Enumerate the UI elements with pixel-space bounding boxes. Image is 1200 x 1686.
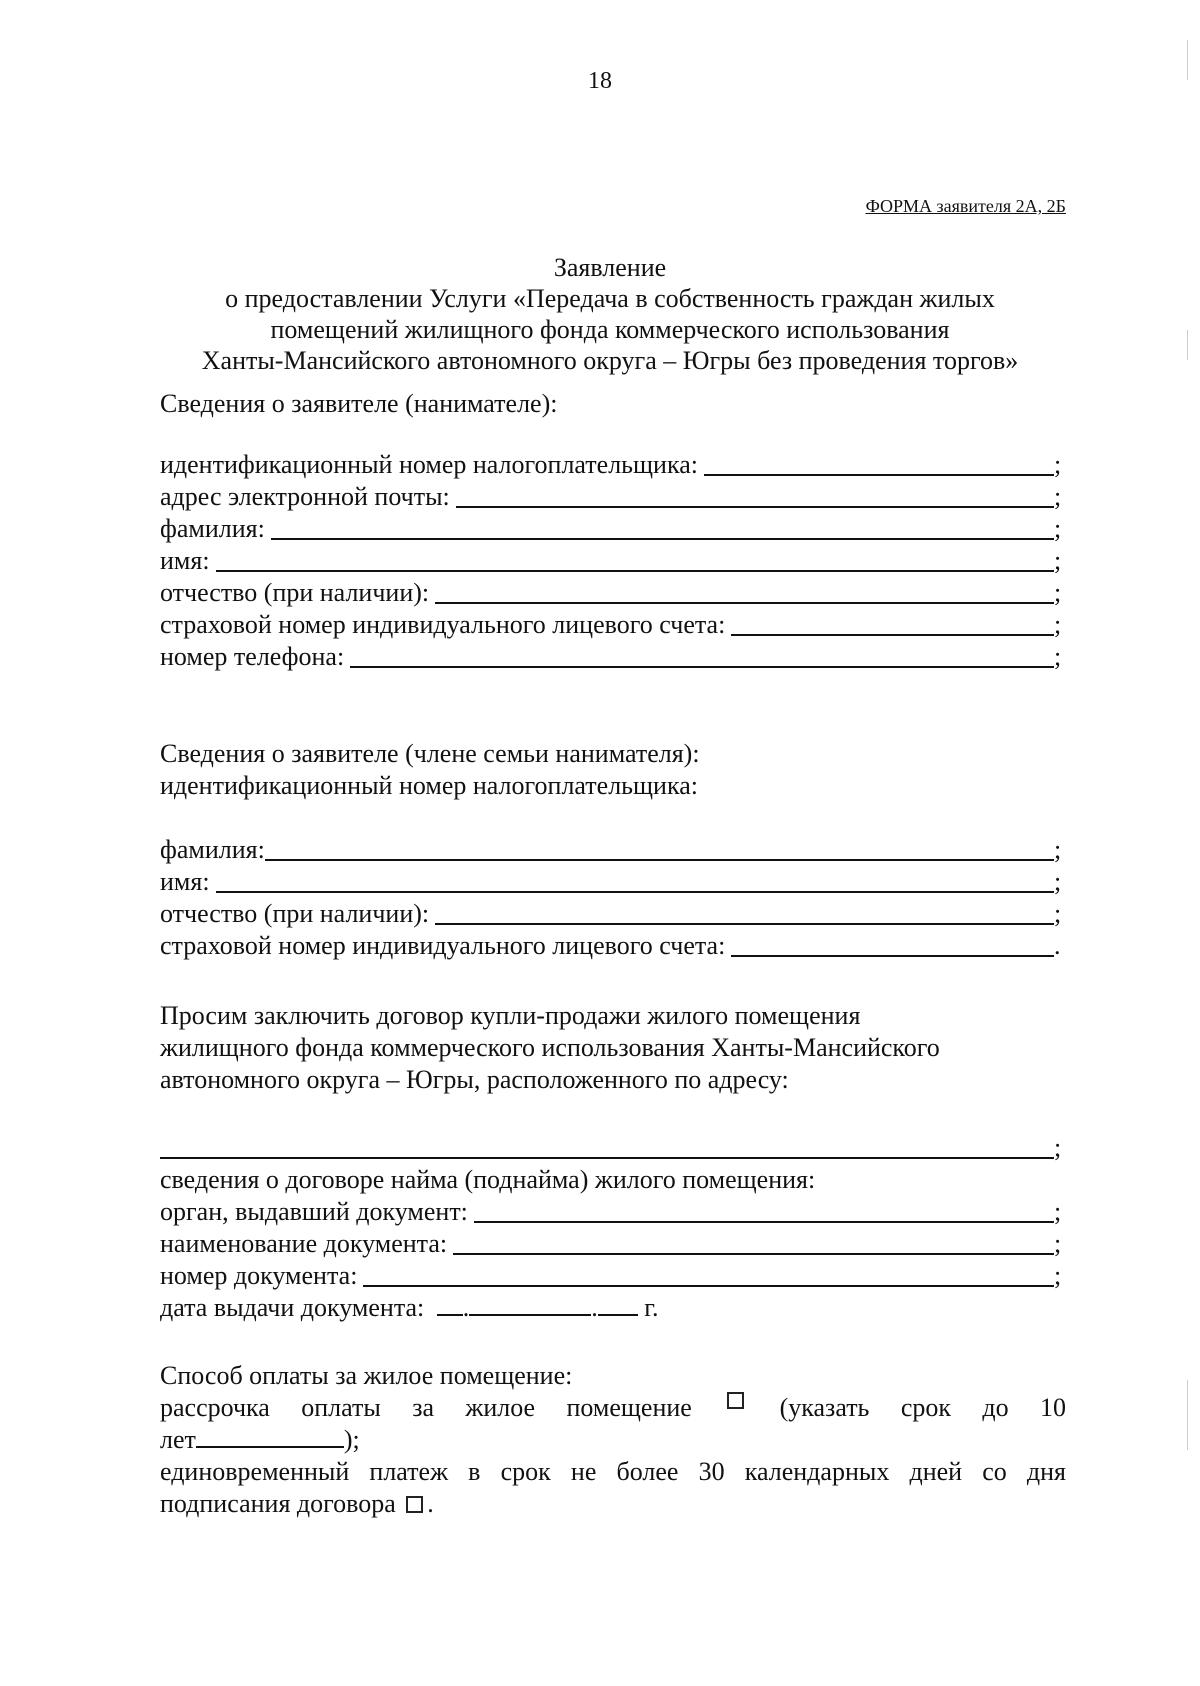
lump-sum-checkbox[interactable]	[406, 1496, 423, 1513]
field-terminator: ;	[1054, 1229, 1062, 1258]
payment-section	[160, 1360, 1066, 1520]
tenant-email-field[interactable]	[456, 484, 1054, 508]
date-separator: .	[591, 1293, 598, 1322]
scan-margin-artifact	[1187, 40, 1188, 80]
title-line: Ханты-Мансийского автономного округа – Югры без проведения торгов»	[201, 346, 1019, 375]
installment-row	[160, 1392, 1066, 1424]
installment-text-word: за	[412, 1393, 434, 1422]
tenant-name-label: имя:	[160, 546, 210, 575]
family-name-field[interactable]	[216, 869, 1054, 893]
tenant-inn-field[interactable]	[704, 452, 1054, 476]
field-terminator: ;	[1054, 546, 1062, 575]
document-number-field[interactable]	[363, 1263, 1054, 1287]
installment-text-word: до	[982, 1393, 1009, 1422]
issuer-field[interactable]	[474, 1199, 1054, 1223]
tenant-snils-field[interactable]	[731, 612, 1054, 636]
installment-text-word: 10	[1040, 1393, 1066, 1422]
contract-heading: сведения о договоре найма (поднайма) жилого помещения:	[160, 1165, 816, 1194]
family-patronymic-label: отчество (при наличии):	[160, 899, 430, 928]
request-text-line: автономного округа – Югры, расположенного по адресу:	[160, 1065, 789, 1094]
family-surname-label: фамилия:	[160, 835, 265, 864]
installment-text-word: (указать	[779, 1393, 870, 1422]
issuer-row	[160, 1196, 1066, 1228]
title-line: о предоставлении Услуги «Передача в собственность граждан жилых	[225, 284, 995, 313]
scan-margin-artifact	[1187, 1380, 1188, 1450]
tenant-phone-field[interactable]	[350, 644, 1054, 668]
field-terminator: ;	[1054, 835, 1062, 864]
lump-sum-row	[160, 1488, 1066, 1520]
family-patronymic-field[interactable]	[435, 901, 1054, 925]
document-title	[150, 252, 1070, 376]
address-row	[160, 1132, 1066, 1164]
installment-text-word: оплаты	[301, 1393, 381, 1422]
field-terminator: ;	[1054, 1261, 1062, 1290]
issue-date-year-field[interactable]	[598, 1292, 638, 1316]
field-terminator: ;	[1054, 1197, 1062, 1226]
tenant-section-heading-block	[160, 388, 1066, 420]
installment-text-word: помещение	[566, 1393, 692, 1422]
tenant-name-field[interactable]	[216, 548, 1054, 572]
tenant-snils-label: страховой номер индивидуального лицевого счета:	[160, 610, 726, 639]
family-snils-row	[160, 930, 1066, 962]
tenant-phone-row	[160, 641, 1066, 673]
document-name-row	[160, 1228, 1066, 1260]
family-surname-field[interactable]	[265, 837, 1054, 861]
field-terminator: ;	[1054, 642, 1062, 671]
tenant-phone-label: номер телефона:	[160, 642, 345, 671]
request-text-line: Просим заключить договор купли-продажи жилого помещения	[160, 1001, 861, 1030]
tenant-patronymic-row	[160, 577, 1066, 609]
document-number-label: номер документа:	[160, 1261, 358, 1290]
family-name-row	[160, 866, 1066, 898]
request-text-line: жилищного фонда коммерческого использования Ханты-Мансийского	[160, 1033, 940, 1062]
family-section-heading-block	[160, 738, 1066, 802]
tenant-email-row	[160, 481, 1066, 513]
family-section-fields	[160, 834, 1066, 962]
document-number-row	[160, 1260, 1066, 1292]
tenant-surname-label: фамилия:	[160, 514, 265, 543]
title-heading: Заявление	[553, 253, 667, 282]
family-section-heading: Сведения о заявителе (члене семьи нанимателя):	[160, 739, 700, 768]
family-patronymic-row	[160, 898, 1066, 930]
field-terminator: ;	[1054, 578, 1062, 607]
field-terminator: ;	[1054, 514, 1062, 543]
lump-sum-line: единовременный платеж в срок не более 30 календарных дней со дня	[160, 1457, 1066, 1486]
installment-text-word: жилое	[465, 1393, 536, 1422]
issue-date-month-field[interactable]	[469, 1292, 591, 1316]
field-terminator: .	[1054, 931, 1061, 960]
tenant-surname-field[interactable]	[271, 516, 1054, 540]
installment-years-end: );	[343, 1425, 360, 1454]
lump-sum-label: подписания договора	[160, 1489, 396, 1518]
tenant-name-row	[160, 545, 1066, 577]
title-line: помещений жилищного фонда коммерческого использования	[270, 315, 950, 344]
field-terminator: ;	[1054, 867, 1062, 896]
page-number: 18	[588, 68, 612, 94]
field-terminator: ;	[1054, 450, 1062, 479]
issue-date-day-field[interactable]	[437, 1292, 463, 1316]
installment-years-row	[160, 1424, 1066, 1456]
installment-years-field[interactable]	[196, 1424, 344, 1448]
family-inn-label: идентификационный номер налогоплательщика:	[160, 771, 698, 800]
scan-margin-artifact	[1187, 330, 1188, 360]
tenant-patronymic-label: отчество (при наличии):	[160, 578, 430, 607]
installment-text-word: срок	[900, 1393, 951, 1422]
field-terminator: ;	[1054, 482, 1062, 511]
address-field[interactable]	[160, 1135, 1054, 1159]
installment-years-label: лет	[160, 1425, 196, 1454]
issuer-label: орган, выдавший документ:	[160, 1197, 468, 1226]
document-name-field[interactable]	[453, 1231, 1054, 1255]
tenant-section-heading: Сведения о заявителе (нанимателе):	[160, 389, 558, 418]
address-and-contract-block	[160, 1132, 1066, 1324]
request-section	[160, 1000, 1066, 1096]
field-terminator: ;	[1054, 610, 1062, 639]
tenant-snils-row	[160, 609, 1066, 641]
document-name-label: наименование документа:	[160, 1229, 448, 1258]
installment-text-word: рассрочка	[160, 1393, 270, 1422]
form-type-label: ФОРМА заявителя 2А, 2Б	[865, 196, 1066, 216]
date-separator: .	[462, 1293, 470, 1322]
field-terminator: ;	[1054, 899, 1062, 928]
field-terminator: ;	[1054, 1133, 1062, 1162]
tenant-inn-label: идентификационный номер налогоплательщика:	[160, 450, 698, 479]
issue-date-row	[160, 1292, 1066, 1324]
family-snils-field[interactable]	[731, 933, 1054, 957]
payment-heading: Способ оплаты за жилое помещение:	[160, 1361, 573, 1390]
family-name-label: имя:	[160, 867, 210, 896]
tenant-email-label: адрес электронной почты:	[160, 482, 450, 511]
tenant-section-fields	[160, 449, 1066, 673]
issue-date-label: дата выдачи документа:	[160, 1293, 425, 1322]
installment-checkbox[interactable]	[727, 1392, 744, 1409]
tenant-inn-row	[160, 449, 1066, 481]
lump-sum-end: .	[427, 1489, 434, 1518]
family-surname-row	[160, 834, 1066, 866]
year-suffix: г.	[644, 1293, 659, 1322]
tenant-patronymic-field[interactable]	[435, 580, 1054, 604]
tenant-surname-row	[160, 513, 1066, 545]
family-snils-label: страховой номер индивидуального лицевого счета:	[160, 931, 726, 960]
